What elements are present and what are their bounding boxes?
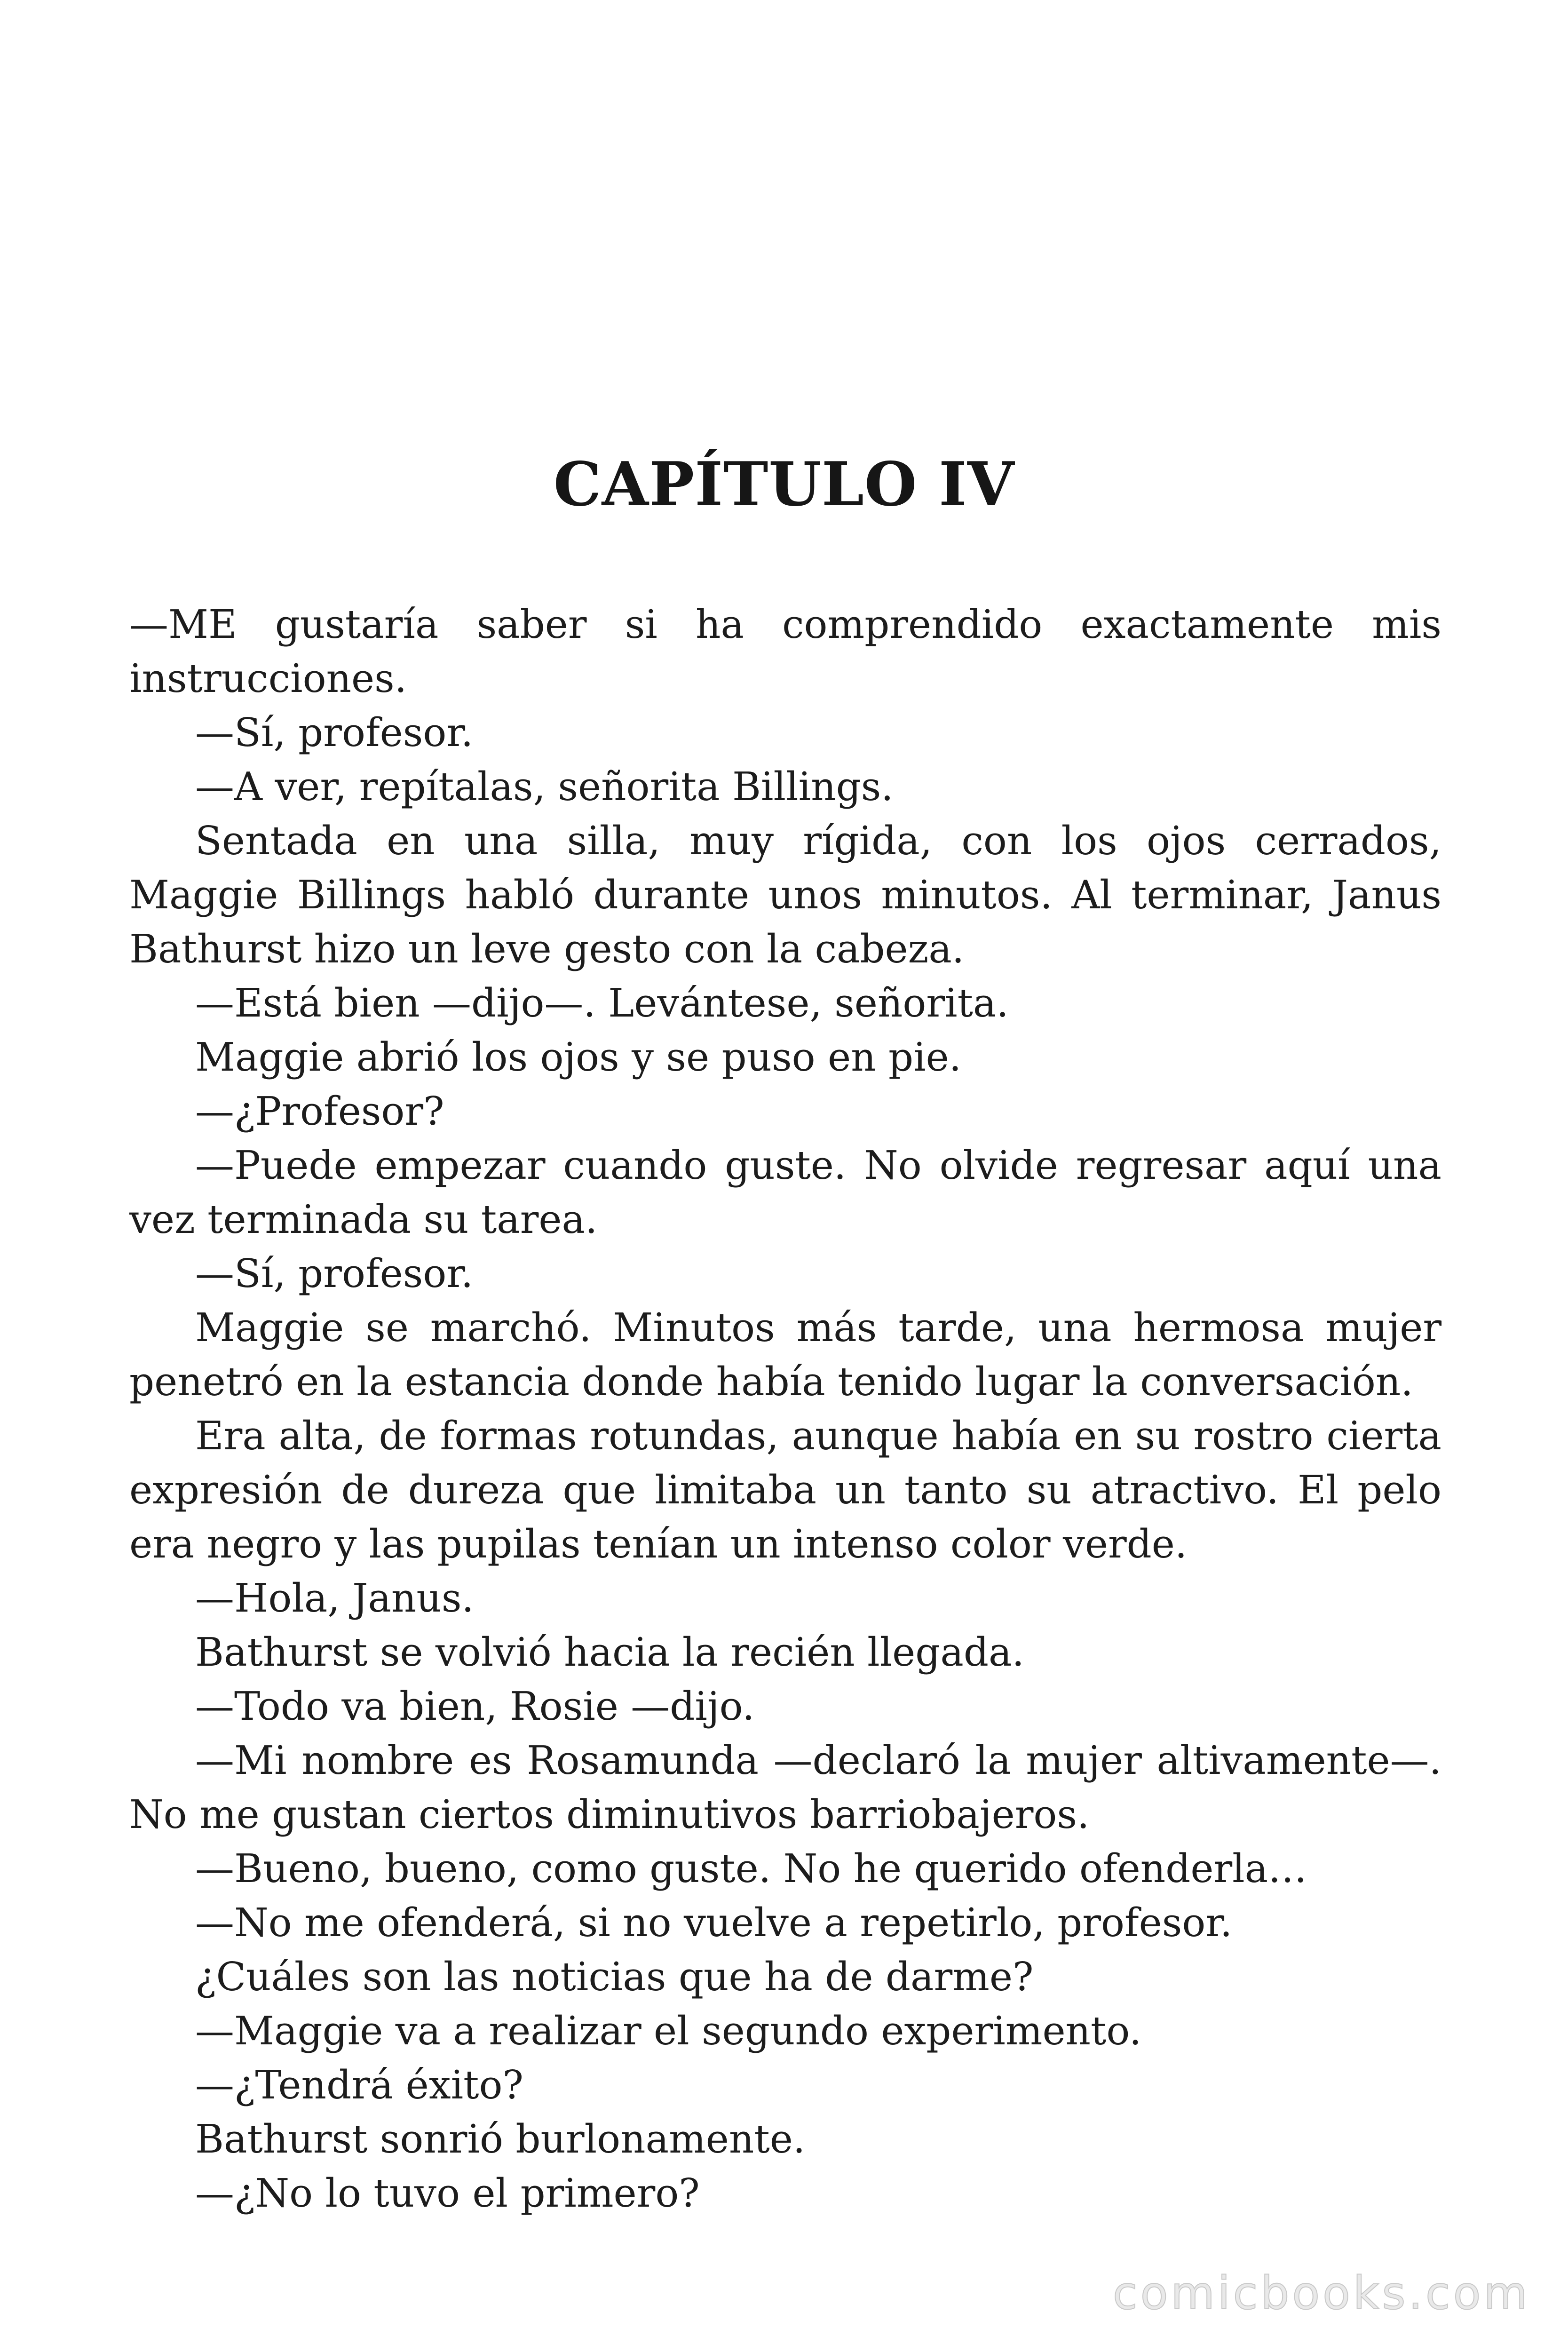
paragraph: —A ver, repítalas, señorita Billings. [195, 764, 894, 810]
paragraph: —Bueno, bueno, como guste. No he querido ofenderla… [195, 1846, 1307, 1891]
paragraph: —Todo va bien, Rosie —dijo. [195, 1684, 755, 1729]
paragraph: Sentada en una silla, muy rígida, con los ojos cerrados, Maggie Billings habló durante unos minutos. Al terminar, Janus Bathurst hizo un leve gesto con la cabeza. [129, 818, 1441, 972]
paragraph: —Sí, profesor. [195, 710, 474, 755]
paragraph: —¿No lo tuvo el primero? [195, 2170, 700, 2216]
paragraph: —ME gustaría saber si ha comprendido exactamente mis instrucciones. [129, 602, 1441, 701]
paragraph: —Maggie va a realizar el segundo experimento. [195, 2008, 1142, 2054]
paragraph: Bathurst sonrió burlonamente. [195, 2116, 806, 2162]
watermark: comicbooks.com [1112, 2267, 1530, 2320]
paragraph: Maggie abrió los ojos y se puso en pie. [195, 1034, 962, 1080]
paragraph: —Hola, Janus. [195, 1575, 474, 1621]
paragraph: —No me ofenderá, si no vuelve a repetirlo, profesor. [195, 1900, 1233, 1946]
chapter-body [129, 597, 1441, 2220]
paragraph: —¿Profesor? [195, 1089, 444, 1134]
paragraph: ¿Cuáles son las noticias que ha de darme? [195, 1954, 1034, 2000]
paragraph: —Puede empezar cuando guste. No olvide regresar aquí una vez terminada su tarea. [129, 1143, 1441, 1242]
paragraph: Bathurst se volvió hacia la recién llegada. [195, 1629, 1024, 1675]
paragraph: —Está bien —dijo—. Levántese, señorita. [195, 980, 1009, 1026]
paragraph: —Mi nombre es Rosamunda —declaró la mujer altivamente—. No me gustan ciertos diminutivos barriobajeros. [129, 1738, 1441, 1837]
paragraph: Maggie se marchó. Minutos más tarde, una hermosa mujer penetró en la estancia donde había tenido lugar la conversación. [129, 1305, 1441, 1405]
chapter-title: CAPÍTULO IV [553, 449, 1015, 520]
paragraph: —Sí, profesor. [195, 1251, 474, 1296]
paragraph: Era alta, de formas rotundas, aunque había en su rostro cierta expresión de dureza que limitaba un tanto su atractivo. El pelo era negro y las pupilas tenían un intenso color verde. [129, 1413, 1441, 1567]
paragraph: —¿Tendrá éxito? [195, 2062, 523, 2108]
